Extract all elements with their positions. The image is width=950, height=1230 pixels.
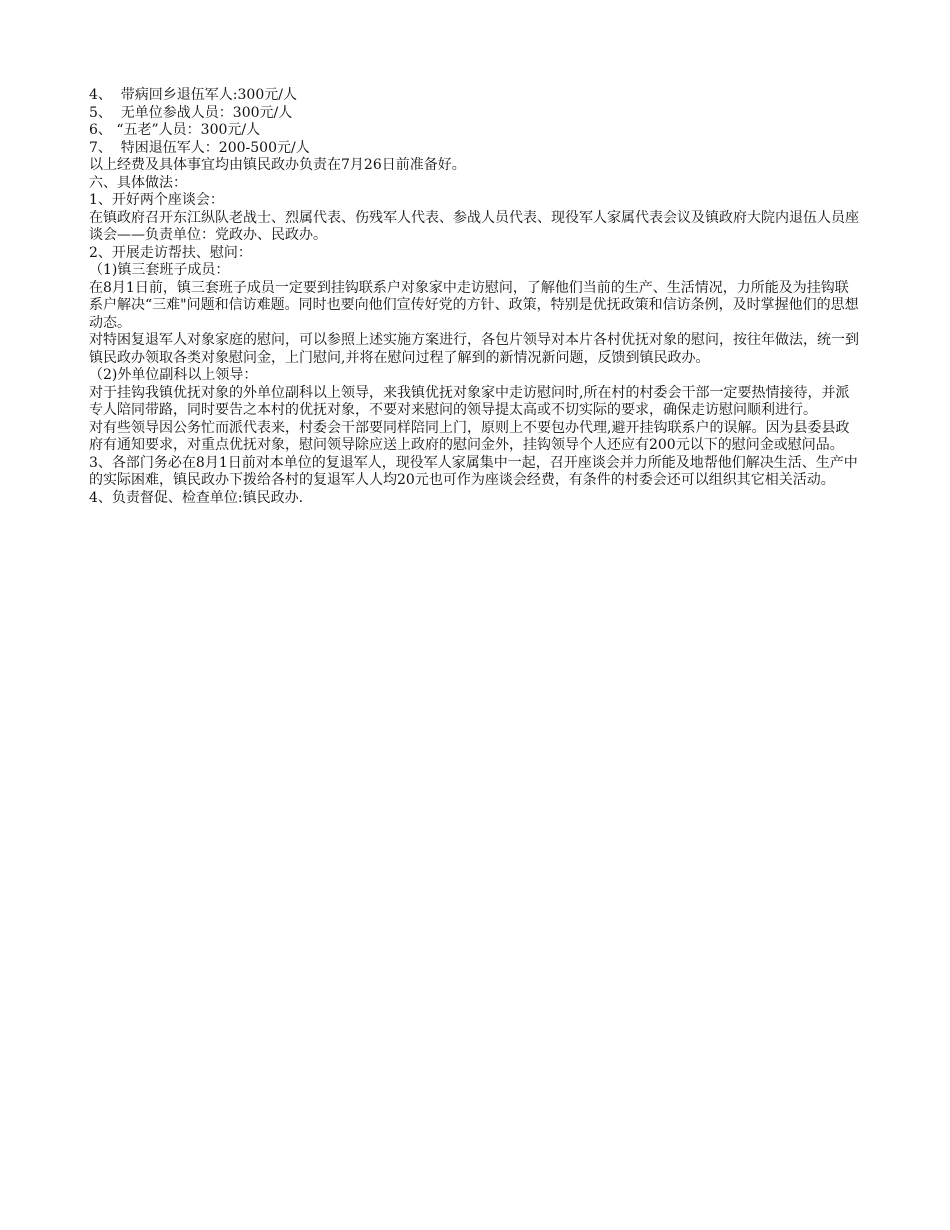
paragraph-needy-visits: 对特困复退军人对象家庭的慰问，可以参照上述实施方案进行，各包片领导对本片各村优抚对象的慰问，按往年做法，统一到镇民政办领取各类对象慰问金，上门慰问,并将在慰问过程了解到的新情况新问题，反馈到镇民政办。 [89,332,859,366]
paragraph-external-leaders: 对于挂钩我镇优抚对象的外单位副科以上领导，来我镇优抚对象家中走访慰问时,所在村的村委会干部一定要热情接待，并派专人陪同带路，同时要告之本村的优抚对象，不要对来慰问的领导提太高或不切实际的要求，确保走访慰问顺利进行。 [89,384,850,418]
paragraph-forums: 在镇政府召开东江纵队老战士、烈属代表、伤残军人代表、参战人员代表、现役军人家属代表会议及镇政府大院内退伍人员座谈会——负责单位：党政办、民政办。 [89,209,859,243]
paragraph-town-leaders: 在8月1日前，镇三套班子成员一定要到挂钩联系户对象家中走访慰问，了解他们当前的生产、生活情况，力所能及为挂钩联系户解决“三难"问题和信访难题。同时也要向他们宣传好党的方针、政策，特别是优抚政策和信访条例，及时掌握他们的思想动态。 [89,279,859,331]
paragraph-supervision: 4、负责督促、检查单位:镇民政办. [89,489,304,506]
paragraph-representatives: 对有些领导因公务忙而派代表来，村委会干部要同样陪同上门，原则上不要包办代理,避开挂钩联系户的误解。因为县委县政府有通知要求，对重点优抚对象，慰问领导除应送上政府的慰问金外，挂钩领导个人还应有200元以下的慰问金或慰问品。 [89,419,850,453]
subheading-town-leaders: （1)镇三套班子成员： [89,262,230,278]
list-item-disabled-veterans: 4、 带病回乡退伍军人:300元/人 [89,87,297,103]
list-item-unemployed-combatants: 5、 无单位参战人员：300元/人 [89,104,293,121]
list-item-five-elders: 6、 “五老”人员：300元/人 [89,122,261,138]
subheading-visits: 2、开展走访帮扶、慰问： [89,244,252,261]
subheading-forums: 1、开好两个座谈会： [89,192,224,208]
list-item-needy-veterans: 7、 特困退伍军人：200-500元/人 [89,139,310,156]
paragraph-departments: 3、各部门务必在8月1日前对本单位的复退军人，现役军人家属集中一起，召开座谈会并力所能及地帮他们解决生活、生产中的实际困难，镇民政办下拨给各村的复退军人人均20元也可作为座谈会经费，有条件的村委会还可以组织其它相关活动。 [89,454,858,488]
subheading-external-leaders: （2)外单位副科以上领导： [89,367,258,383]
document-body [89,87,861,507]
funding-note: 以上经费及具体事宜均由镇民政办负责在7月26日前准备好。 [89,157,466,173]
section-heading-measures: 六、具体做法： [89,174,187,191]
